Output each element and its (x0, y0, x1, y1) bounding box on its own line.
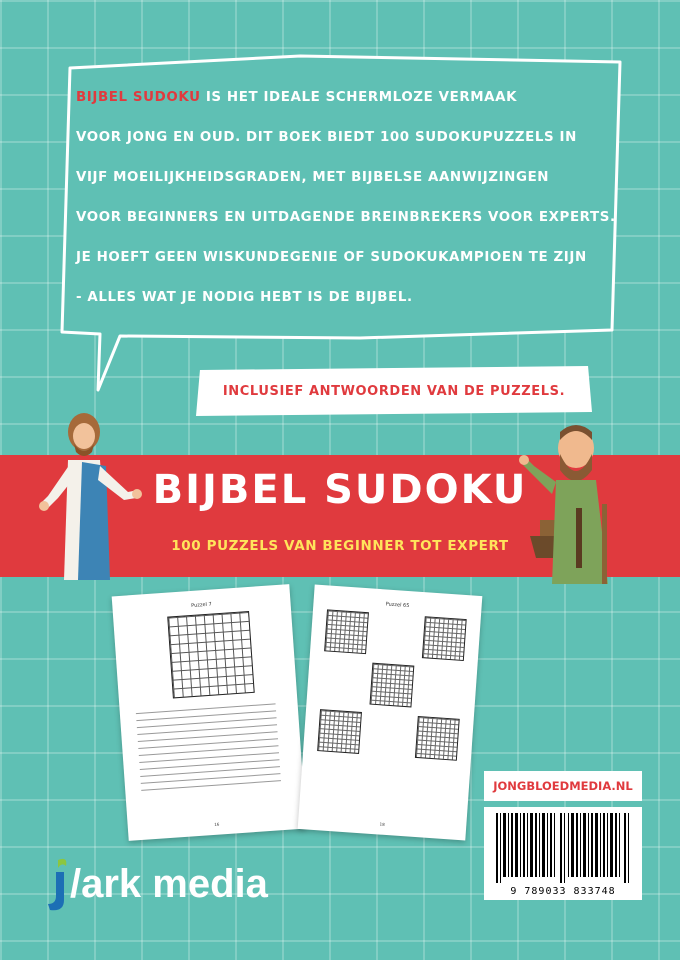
answers-note: INCLUSIEF ANTWOORDEN VAN DE PUZZELS. (222, 383, 566, 399)
ark-media-logo-icon (38, 856, 72, 912)
sample-page-1-label: Puzzel 7 (191, 601, 212, 609)
publisher-logo-text: /ark media (70, 862, 268, 906)
jesus-illustration-icon (36, 400, 146, 590)
barcode (484, 807, 642, 900)
barcode-bars-icon (494, 813, 634, 883)
sample-page-1 (112, 584, 307, 841)
samurai-grid-top-right (422, 616, 467, 661)
blurb-line-2: VOOR JONG EN OUD. DIT BOEK BIEDT 100 SUDOKUPUZZELS IN (76, 130, 577, 145)
sudoku-grid (167, 611, 255, 699)
sample-page-2 (298, 584, 483, 840)
banner-subtitle: 100 PUZZELS VAN BEGINNER TOT EXPERT (171, 538, 509, 554)
blurb-line-4: VOOR BEGINNERS EN UITDAGENDE BREINBREKERS VOOR EXPERTS. (76, 210, 616, 225)
samurai-grid-center (370, 663, 415, 708)
blurb-line-3: VIJF MOEILIJKHEIDSGRADEN, MET BIJBELSE AANWIJZINGEN (76, 170, 550, 185)
sample-page-1-number: 16 (214, 821, 220, 827)
banner-title: BIJBEL SUDOKU (152, 467, 528, 513)
description-blurb (62, 78, 632, 318)
blurb-line-1: BIJBEL SUDOKU IS HET IDEALE SCHERMLOZE VERMAAK (76, 90, 518, 105)
samurai-grid-top-left (324, 609, 369, 654)
isbn-number: 9 789033 833748 (510, 886, 616, 897)
sample-page-2-number: 18 (379, 821, 385, 827)
samurai-grid-bottom-right (415, 716, 460, 761)
samurai-grid-bottom-left (317, 709, 362, 754)
clue-list (135, 697, 281, 797)
publisher-url[interactable]: JONGBLOEDMEDIA.NL (484, 771, 642, 801)
blurb-line-6: - ALLES WAT JE NODIG HEBT IS DE BIJBEL. (76, 290, 413, 305)
blurb-line-5: JE HOEFT GEEN WISKUNDEGENIE OF SUDOKUKAMPIOEN TE ZIJN (76, 250, 587, 265)
sample-page-2-label: Puzzel 65 (385, 601, 410, 610)
noah-illustration-icon (516, 418, 636, 588)
blurb-brand: BIJBEL SUDOKU (76, 90, 201, 105)
